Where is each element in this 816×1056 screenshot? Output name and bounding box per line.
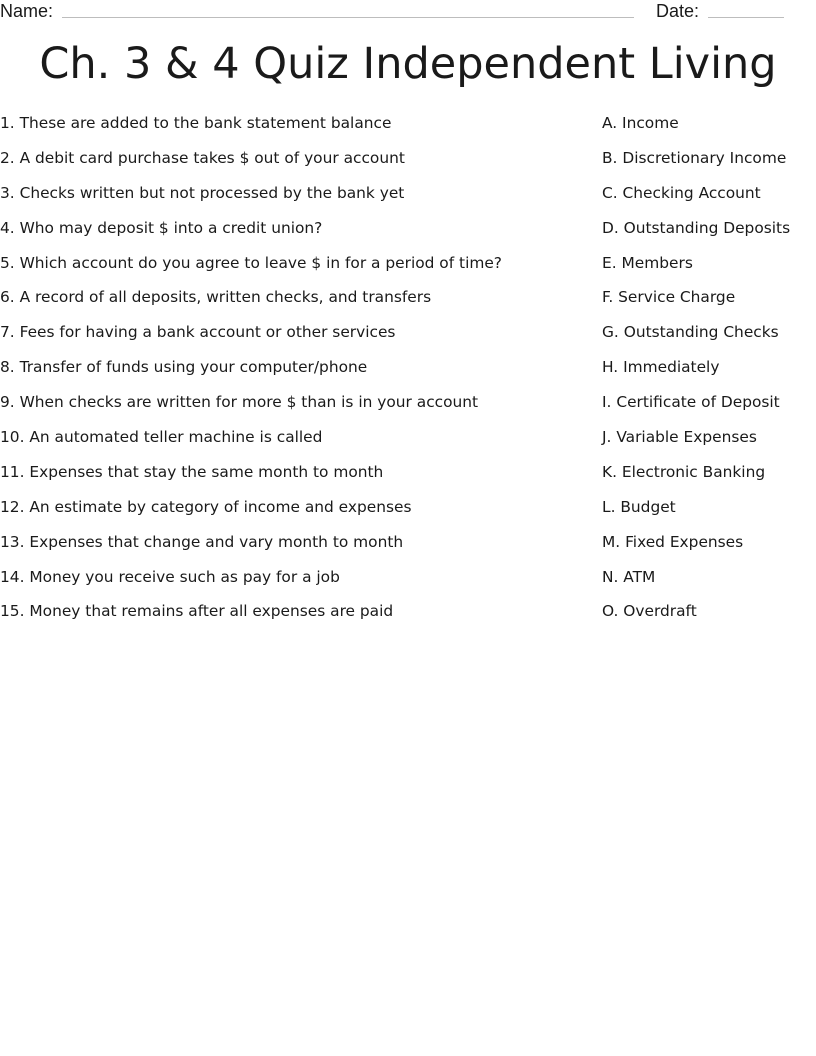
answer-item: E. Members [602,253,693,272]
question-item: 8. Transfer of funds using your computer/phone [0,358,368,377]
page-title: Ch. 3 & 4 Quiz Independent Living [39,39,777,89]
answer-item: C. Checking Account [602,183,761,202]
question-item: 13. Expenses that change and vary month to month [0,532,404,551]
answer-item: L. Budget [602,497,676,516]
answer-item: F. Service Charge [602,288,736,307]
question-item: 15. Money that remains after all expenses are paid [0,602,394,621]
answer-item: D. Outstanding Deposits [602,218,791,237]
question-item: 3. Checks written but not processed by the bank yet [0,183,405,202]
answer-list [602,112,816,635]
answer-item: M. Fixed Expenses [602,532,744,551]
question-item: 7. Fees for having a bank account or other services [0,323,396,342]
question-item: 12. An estimate by category of income and expenses [0,497,412,516]
question-item: 9. When checks are written for more $ than is in your account [0,393,479,412]
question-item: 4. Who may deposit $ into a credit union? [0,218,323,237]
answer-item: K. Electronic Banking [602,462,766,481]
date-label: Date: [656,1,700,21]
answer-item: O. Overdraft [602,602,697,621]
answer-item: G. Outstanding Checks [602,323,779,342]
question-item: 11. Expenses that stay the same month to month [0,462,384,481]
answer-item: I. Certificate of Deposit [602,393,780,412]
answer-item: N. ATM [602,567,656,586]
question-item: 14. Money you receive such as pay for a job [0,567,340,586]
name-blank-line[interactable] [62,17,634,18]
question-item: 2. A debit card purchase takes $ out of your account [0,148,405,167]
name-date-header [0,0,816,24]
question-item: 10. An automated teller machine is called [0,428,323,447]
answer-item: B. Discretionary Income [602,148,787,167]
question-item: 5. Which account do you agree to leave $ in for a period of time? [0,253,502,272]
answer-item: A. Income [602,114,679,132]
question-item: 1. These are added to the bank statement balance [0,114,392,132]
answer-item: J. Variable Expenses [602,428,757,447]
answer-item: H. Immediately [602,358,720,377]
date-blank-line[interactable] [708,17,784,18]
question-list [0,112,590,635]
question-item: 6. A record of all deposits, written checks, and transfers [0,288,432,307]
name-label: Name: [0,1,54,21]
